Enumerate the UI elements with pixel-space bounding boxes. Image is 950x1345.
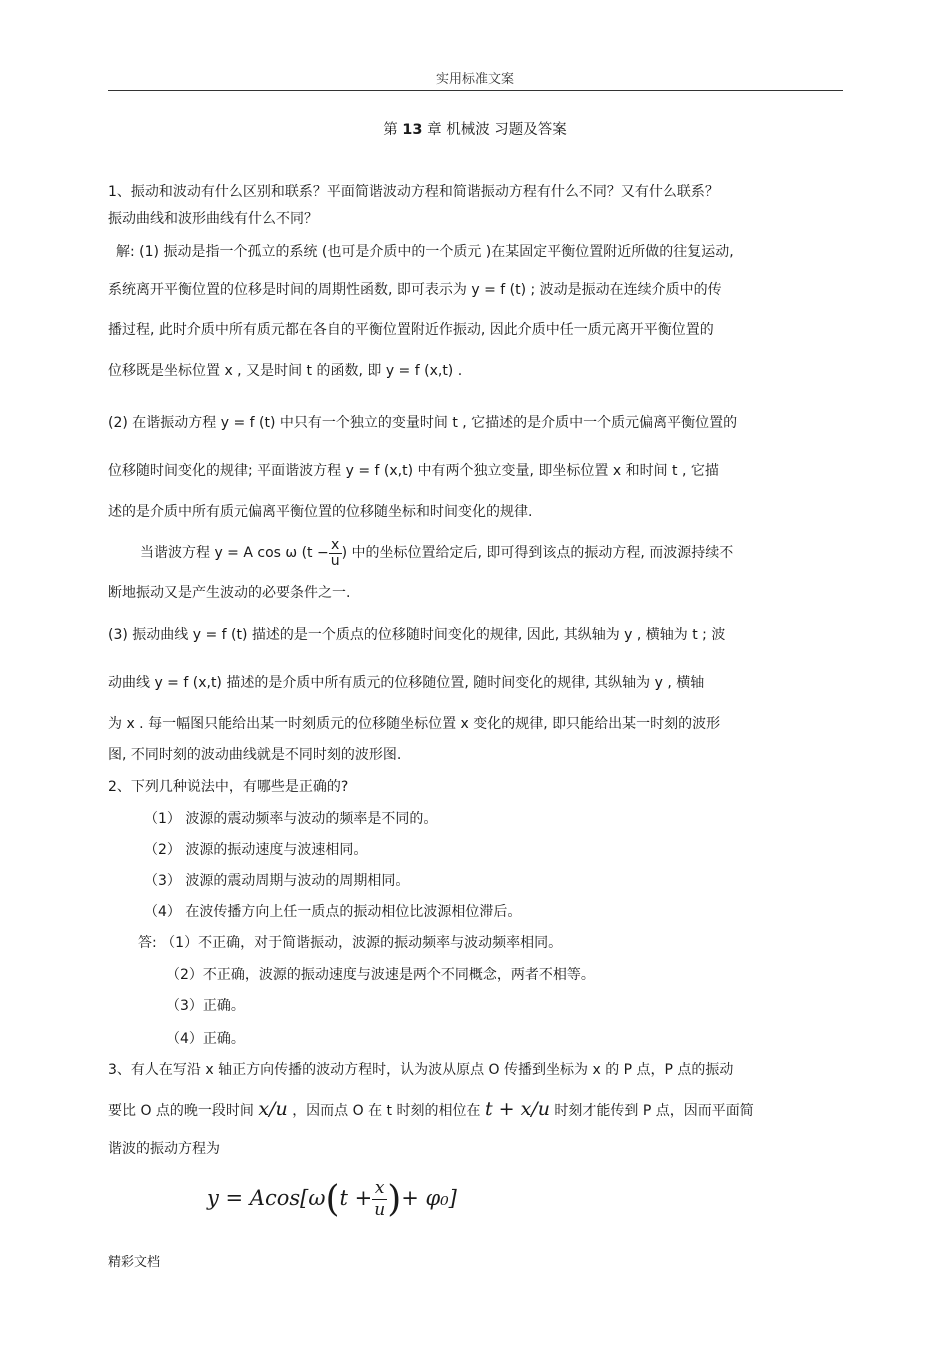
q3-line3: 谐波的振动方程为 bbox=[108, 1141, 220, 1157]
q1-answer-a1: 解: (1) 振动是指一个孤立的系统 (也可是介质中的一个质元 )在某固定平衡位置附近所做的往复运动, bbox=[116, 244, 734, 260]
q1-answer-a3: 播过程, 此时介质中所有质元都在各自的平衡位置附近作振动, 因此介质中任一质元离开平衡位置的 bbox=[108, 322, 714, 338]
q1-answer-d3: 为 x . 每一幅图只能给出某一时刻质元的位移随坐标位置 x 变化的规律, 即只能给出某一时刻的波形 bbox=[108, 716, 721, 732]
q1-answer-a2: 系统离开平衡位置的位移是时间的周期性函数, 即可表示为 y = f (t) ; 波动是振动在连续介质中的传 bbox=[108, 282, 722, 298]
q2-option-2: （2） 波源的振动速度与波速相同。 bbox=[144, 842, 368, 858]
q3-line2: 要比 O 点的晚一段时间 x/u ，因而点 O 在 t 时刻的相位在 t + x/u 时刻才能传到 P 点，因而平面简 bbox=[108, 1098, 754, 1120]
q1-answer-d2: 动曲线 y = f (x,t) 描述的是介质中所有质元的位移随位置, 随时间变化的规律, 其纵轴为 y , 横轴 bbox=[108, 675, 705, 691]
q1-answer-b1: (2) 在谐振动方程 y = f (t) 中只有一个独立的变量时间 t , 它描述的是介质中一个质元偏离平衡位置的 bbox=[108, 415, 738, 431]
q2-answer-1: 答: （1）不正确，对于简谐振动，波源的振动频率与波动频率相同。 bbox=[138, 935, 563, 951]
q2-answer-2: （2）不正确，波源的振动速度与波速是两个不同概念，两者不相等。 bbox=[166, 967, 595, 983]
q1-answer-c1: 当谐波方程 y = A cos ω (t − $\frac{x}{u}$ ) 中的坐标位置给定后, 即可得到该点的振动方程, 而波源持续不 bbox=[140, 536, 734, 569]
q1-answer-c2: 断地振动又是产生波动的必要条件之一. bbox=[108, 585, 351, 601]
q2-answer-4: （4）正确。 bbox=[166, 1031, 245, 1047]
q1-line2: 振动曲线和波形曲线有什么不同？ bbox=[108, 211, 318, 227]
q1-answer-b3: 述的是介质中所有质元偏离平衡位置的位移随坐标和时间变化的规律. bbox=[108, 504, 533, 520]
q2-question: 2、下列几种说法中，有哪些是正确的? bbox=[108, 779, 349, 795]
page-footer: 精彩文档 bbox=[108, 1255, 161, 1270]
math-t-plus-x-over-u: t + x/u bbox=[484, 1098, 550, 1120]
header-rule bbox=[108, 90, 843, 91]
chapter-title: 第 13 章 机械波 习题及答案 bbox=[383, 122, 567, 138]
q1-answer-a4: 位移既是坐标位置 x , 又是时间 t 的函数, 即 y = f (x,t) . bbox=[108, 363, 463, 379]
q1-answer-b2: 位移随时间变化的规律; 平面谐波方程 y = f (x,t) 中有两个独立变量, 即坐标位置 x 和时间 t , 它描 bbox=[108, 463, 719, 479]
q2-option-3: （3） 波源的震动周期与波动的周期相同。 bbox=[144, 873, 410, 889]
math-x-over-u: x/u bbox=[258, 1098, 288, 1120]
q1-line1: 1、振动和波动有什么区别和联系？平面简谐波动方程和简谐振动方程有什么不同？又有什么联系？ bbox=[108, 184, 719, 200]
q1-answer-d4: 图, 不同时刻的波动曲线就是不同时刻的波形图. bbox=[108, 747, 402, 763]
q1-answer-d1: (3) 振动曲线 y = f (t) 描述的是一个质点的位移随时间变化的规律, 因此, 其纵轴为 y , 横轴为 t ; 波 bbox=[108, 627, 726, 643]
q2-option-4: （4） 在波传播方向上任一质点的振动相位比波源相位滞后。 bbox=[144, 904, 522, 920]
q3-line1: 3、有人在写沿 x 轴正方向传播的波动方程时，认为波从原点 O 传播到坐标为 x 的 P 点，P 点的振动 bbox=[108, 1062, 734, 1078]
q2-answer-3: （3）正确。 bbox=[166, 998, 245, 1014]
wave-equation-formula: y = Acos[ω(t + $\frac{x}{u}$ )+ φ₀] bbox=[207, 1178, 457, 1220]
fraction-x-over-u: $\frac{x}{u}$ bbox=[330, 536, 340, 569]
page-header: 实用标准文案 bbox=[435, 72, 514, 87]
q2-option-1: （1） 波源的震动频率与波动的频率是不同的。 bbox=[144, 811, 438, 827]
